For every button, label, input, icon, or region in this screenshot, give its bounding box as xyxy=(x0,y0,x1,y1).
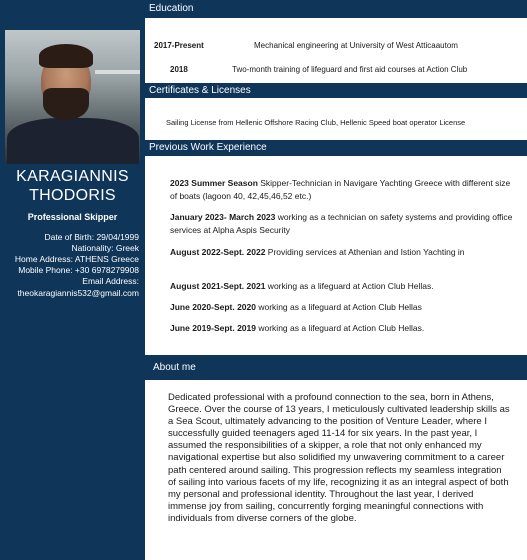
nationality: Nationality: Greek xyxy=(71,243,139,253)
education-year: 2018 xyxy=(170,65,188,74)
work-entry xyxy=(170,177,516,203)
work-period: June 2019-Sept. 2019 xyxy=(170,323,256,333)
mobile-phone: Mobile Phone: +30 6978279908 xyxy=(18,265,139,275)
work-desc: working as a lifeguard at Action Club Hellas. xyxy=(265,281,434,291)
work-entry xyxy=(170,211,516,237)
work-desc: Providing services at Athenian and Istion Yachting in xyxy=(265,247,465,257)
education-desc: Two-month training of lifeguard and first aid courses at Action Club xyxy=(232,65,468,74)
work-period: August 2021-Sept. 2021 xyxy=(170,281,266,291)
work-entry xyxy=(170,280,516,293)
work-entry xyxy=(170,301,516,314)
certificates-heading: Certificates & Licenses xyxy=(145,83,527,98)
work-entry xyxy=(170,246,516,259)
education-desc: Mechanical engineering at University of West Atticaautom xyxy=(254,41,458,50)
home-address: Home Address: ATHENS Greece xyxy=(14,254,139,264)
education-heading: Education xyxy=(145,0,527,18)
work-period: August 2022-Sept. 2022 xyxy=(170,247,266,257)
email-address[interactable]: theokaragiannis532@gmail.com xyxy=(17,288,139,298)
name-line-1: KARAGIANNIS xyxy=(16,168,129,185)
work-period: 2023 Summer Season xyxy=(170,178,258,188)
work-heading: Previous Work Experience xyxy=(145,140,527,156)
work-desc: working as a technician on safety systems and providing office services at Alpha Aspis Security xyxy=(170,212,513,235)
sidebar xyxy=(0,0,145,560)
work-period: June 2020-Sept. 2020 xyxy=(170,302,256,312)
about-text: Dedicated professional with a profound connection to the sea, born in Athens, Greece. Over the course of 13 years, I meticulously cultivated leadership skills as a Sea Scout, ultimately advancing to the position of Venture Leader, where I successfully guided teenagers aged 11-14 for six years. In the past year, I assumed the responsibilities of a skipper, a role that not only enhanced my navigational expertise but also solidified my unwavering commitment to a career path centered around sailing. This progression reflects my seamless integration of sailing into various facets of my life, recognizing it as an integral aspect of both my personal and professional identity. Throughout the last year, I derived immense joy from sailing, concurrently forging meaningful connections with individuals from diverse corners of the globe. xyxy=(168,392,510,524)
work-period: January 2023- March 2023 xyxy=(170,212,276,222)
work-desc: working as a lifeguard at Action Club Hellas xyxy=(256,302,422,312)
education-year: 2017-Present xyxy=(154,41,204,50)
work-entry xyxy=(170,322,516,335)
email-label: Email Address: xyxy=(82,276,139,286)
date-of-birth: Date of Birth: 29/04/1999 xyxy=(44,232,139,242)
work-desc: Skipper-Technician in Navigare Yachting Greece with different size of boats (lagoon 40, 42,45,46,52 etc.) xyxy=(170,178,511,201)
about-heading: About me xyxy=(145,355,527,380)
certificates-text: Sailing License from Hellenic Offshore Racing Club, Hellenic Speed boat operator License xyxy=(166,118,466,127)
role-title: Professional Skipper xyxy=(27,212,118,222)
profile-photo xyxy=(5,30,140,164)
work-desc: working as a lifeguard at Action Club Hellas. xyxy=(256,323,425,333)
name-line-2: THODORIS xyxy=(29,187,116,204)
